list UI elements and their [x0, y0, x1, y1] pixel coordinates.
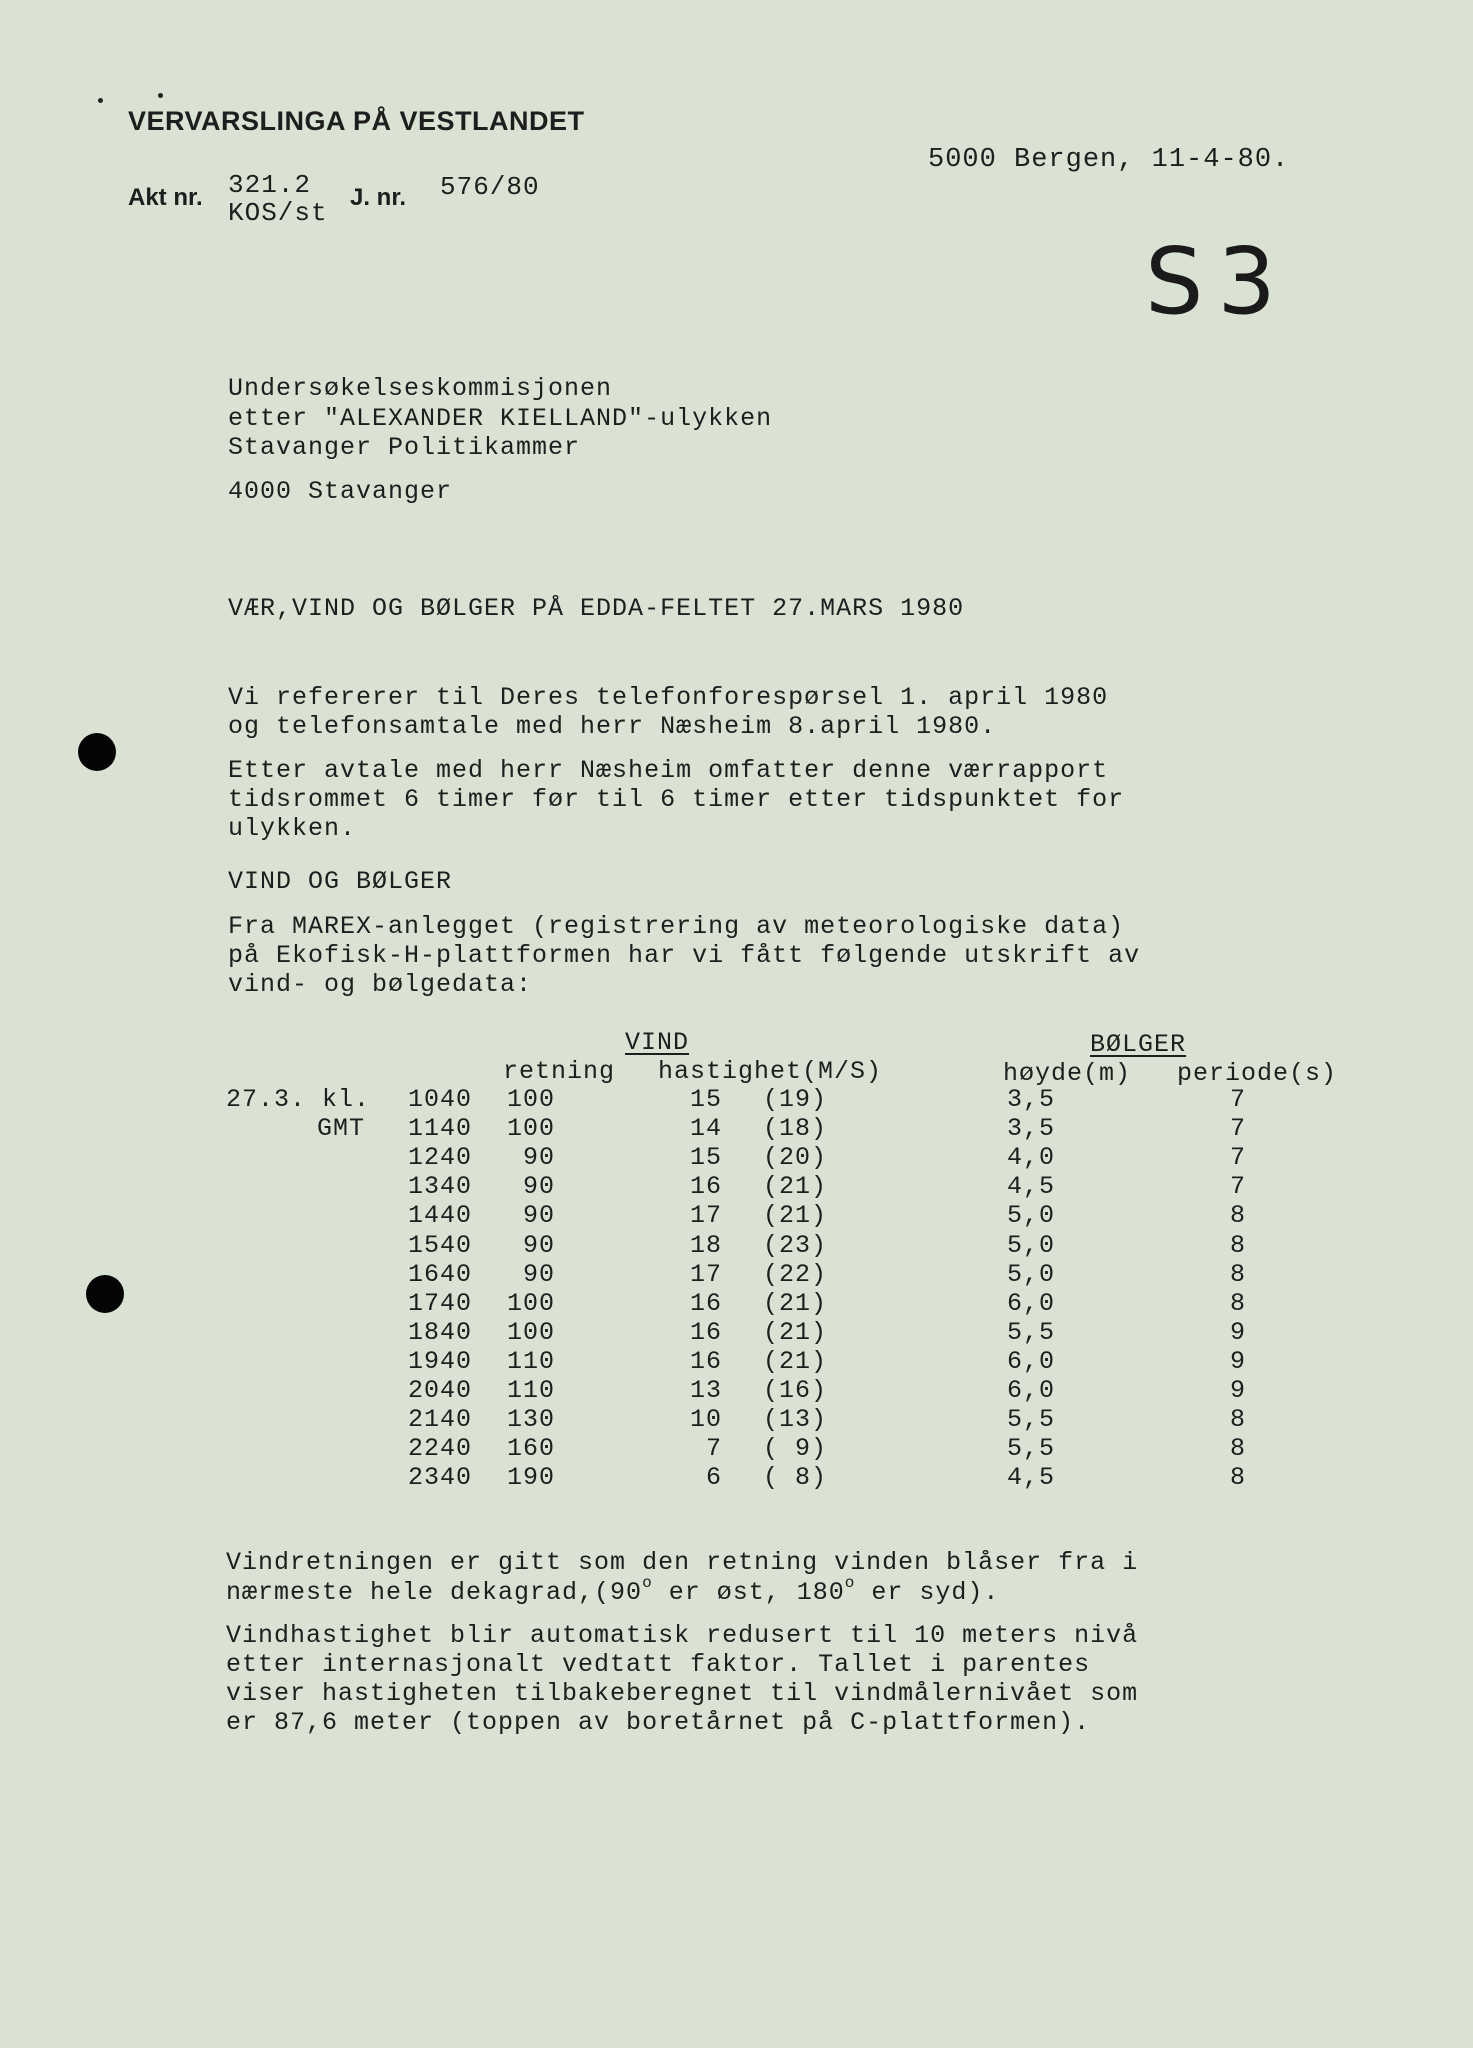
- cell-wave-period: 7: [1229, 1085, 1246, 1114]
- cell-wave-height: 5,0: [1007, 1259, 1056, 1289]
- cell-wave-height: 5,5: [1007, 1317, 1056, 1347]
- body-text: og telefonsamtale med herr Næsheim 8.april 1980.: [228, 712, 997, 741]
- cell-speed-at-anemometer: (21): [763, 1317, 828, 1347]
- cell-direction: 90: [522, 1230, 555, 1260]
- section-heading: VIND OG BØLGER: [228, 867, 453, 896]
- cell-direction: 100: [506, 1085, 555, 1114]
- cell-speed: 6: [705, 1463, 722, 1493]
- cell-direction: 110: [506, 1346, 555, 1376]
- cell-speed-at-anemometer: (21): [763, 1172, 828, 1202]
- organization-name: VERVARSLINGA PÅ VESTLANDET: [128, 106, 585, 136]
- cell-wave-period: 8: [1229, 1288, 1246, 1318]
- cell-wave-height: 6,0: [1007, 1288, 1056, 1318]
- degree-symbol: o: [642, 1574, 653, 1592]
- cell-speed-at-anemometer: (20): [763, 1143, 828, 1173]
- cell-wave-height: 6,0: [1007, 1376, 1056, 1405]
- cell-wave-height: 6,0: [1007, 1346, 1056, 1376]
- table-timezone-label: GMT: [317, 1114, 366, 1143]
- address-line: Stavanger Politikammer: [228, 433, 581, 462]
- address-city: 4000 Stavanger: [228, 477, 453, 506]
- cell-wave-period: 9: [1229, 1346, 1246, 1376]
- cell-wave-height: 4,5: [1007, 1463, 1056, 1493]
- cell-wave-period: 9: [1229, 1376, 1246, 1405]
- cell-speed-at-anemometer: (21): [763, 1201, 828, 1231]
- cell-time: 1940: [407, 1346, 472, 1376]
- cell-wave-height: 5,5: [1007, 1405, 1056, 1435]
- paper-speck: [98, 98, 103, 103]
- cell-speed: 16: [689, 1317, 722, 1347]
- body-text: på Ekofisk-H-plattformen har vi fått følgende utskrift av: [228, 941, 1141, 970]
- cell-wave-period: 7: [1229, 1143, 1246, 1173]
- cell-wave-height: 3,5: [1007, 1085, 1056, 1114]
- body-text: er øst, 180: [652, 1578, 845, 1607]
- cell-speed: 7: [705, 1434, 722, 1464]
- body-text: ulykken.: [228, 814, 357, 843]
- cell-direction: 100: [506, 1114, 555, 1144]
- cell-time: 1540: [407, 1230, 472, 1260]
- table-date-label: 27.3. kl.: [226, 1085, 371, 1114]
- body-text: er 87,6 meter (toppen av boretårnet på C-plattformen).: [226, 1708, 1091, 1737]
- cell-direction: 90: [522, 1172, 555, 1202]
- cell-direction: 100: [506, 1317, 555, 1347]
- cell-time: 2040: [407, 1376, 472, 1405]
- cell-wave-period: 8: [1229, 1230, 1246, 1260]
- cell-time: 1340: [407, 1172, 472, 1202]
- cell-speed-at-anemometer: (22): [763, 1259, 828, 1289]
- address-line: Undersøkelseskommisjonen: [228, 374, 613, 403]
- cell-speed: 13: [689, 1376, 722, 1405]
- cell-direction: 100: [506, 1288, 555, 1318]
- punch-hole-upper: [78, 733, 116, 771]
- cell-speed-at-anemometer: (23): [763, 1230, 828, 1260]
- body-text: nærmeste hele dekagrad,(90: [226, 1578, 643, 1607]
- cell-wave-height: 5,0: [1007, 1230, 1056, 1260]
- cell-speed: 14: [689, 1114, 722, 1144]
- cell-speed: 10: [689, 1405, 722, 1435]
- cell-speed-at-anemometer: (16): [763, 1376, 828, 1405]
- cell-direction: 190: [506, 1463, 555, 1493]
- cell-wave-period: 8: [1229, 1201, 1246, 1231]
- cell-speed: 15: [689, 1143, 722, 1173]
- cell-speed: 18: [689, 1230, 722, 1260]
- cell-wave-period: 8: [1229, 1259, 1246, 1289]
- cell-time: 1040: [407, 1085, 472, 1114]
- cell-speed-at-anemometer: ( 9): [763, 1434, 828, 1464]
- cell-time: 2340: [407, 1463, 472, 1493]
- cell-speed-at-anemometer: ( 8): [763, 1463, 828, 1493]
- journal-number: 576/80: [440, 172, 540, 202]
- cell-direction: 110: [506, 1376, 555, 1405]
- cell-speed-at-anemometer: (21): [763, 1288, 828, 1318]
- cell-direction: 90: [522, 1201, 555, 1231]
- cell-time: 2140: [407, 1405, 472, 1435]
- column-header-height: høyde(m): [1003, 1059, 1132, 1088]
- cell-time: 1140: [407, 1114, 472, 1144]
- cell-wave-height: 3,5: [1007, 1114, 1056, 1144]
- body-text: etter internasjonalt vedtatt faktor. Tallet i parentes: [226, 1650, 1091, 1679]
- cell-time: 1740: [407, 1288, 472, 1318]
- cell-wave-height: 4,0: [1007, 1143, 1056, 1173]
- cell-direction: 90: [522, 1259, 555, 1289]
- column-header-speed: hastighet(M/S): [658, 1057, 883, 1086]
- cell-direction: 160: [506, 1434, 555, 1464]
- column-header-direction: retning: [503, 1057, 616, 1086]
- cell-speed-at-anemometer: (21): [763, 1346, 828, 1376]
- column-header-period: periode(s): [1177, 1059, 1338, 1088]
- body-text-line: [226, 1574, 1000, 1607]
- cell-time: 2240: [407, 1434, 472, 1464]
- journal-label: J. nr.: [350, 184, 407, 211]
- body-text: er syd).: [855, 1578, 1000, 1607]
- cell-speed-at-anemometer: (19): [763, 1085, 828, 1114]
- punch-hole-lower: [86, 1275, 124, 1313]
- cell-speed: 17: [689, 1259, 722, 1289]
- cell-direction: 130: [506, 1405, 555, 1435]
- cell-time: 1240: [407, 1143, 472, 1173]
- table-group-wind: VIND: [625, 1028, 690, 1057]
- cell-speed: 17: [689, 1201, 722, 1231]
- cell-speed: 16: [689, 1346, 722, 1376]
- cell-wave-period: 7: [1229, 1114, 1246, 1144]
- cell-speed: 16: [689, 1288, 722, 1318]
- cell-speed-at-anemometer: (13): [763, 1405, 828, 1435]
- cell-wave-height: 5,5: [1007, 1434, 1056, 1464]
- cell-wave-period: 8: [1229, 1405, 1246, 1435]
- cell-time: 1440: [407, 1201, 472, 1231]
- body-text: Etter avtale med herr Næsheim omfatter denne værrapport: [228, 756, 1109, 785]
- akt-reference: KOS/st: [228, 198, 328, 228]
- cell-speed: 16: [689, 1172, 722, 1202]
- body-text: viser hastigheten tilbakeberegnet til vindmålernivået som: [226, 1679, 1139, 1708]
- cell-wave-height: 5,0: [1007, 1201, 1056, 1231]
- cell-wave-period: 8: [1229, 1434, 1246, 1464]
- cell-wave-period: 8: [1229, 1463, 1246, 1493]
- handwritten-mark: S3: [1145, 228, 1290, 335]
- cell-time: 1840: [407, 1317, 472, 1347]
- table-group-waves: BØLGER: [1090, 1030, 1187, 1059]
- paper-speck: [158, 93, 163, 98]
- body-text: Vindretningen er gitt som den retning vinden blåser fra i: [226, 1548, 1139, 1577]
- address-line: etter "ALEXANDER KIELLAND"-ulykken: [228, 404, 773, 433]
- cell-wave-period: 9: [1229, 1317, 1246, 1347]
- body-text: Vindhastighet blir automatisk redusert til 10 meters nivå: [226, 1621, 1139, 1650]
- cell-speed-at-anemometer: (18): [763, 1114, 828, 1144]
- body-text: tidsrommet 6 timer før til 6 timer etter tidspunktet for: [228, 785, 1125, 814]
- body-text: Fra MAREX-anlegget (registrering av meteorologiske data): [228, 912, 1125, 941]
- akt-number: 321.2: [228, 170, 312, 200]
- cell-wave-height: 4,5: [1007, 1172, 1056, 1202]
- body-text: vind- og bølgedata:: [228, 970, 533, 999]
- cell-time: 1640: [407, 1259, 472, 1289]
- body-text: Vi refererer til Deres telefonforespørsel 1. april 1980: [228, 683, 1109, 712]
- letter-subject: VÆR,VIND OG BØLGER PÅ EDDA-FELTET 27.MARS 1980: [228, 594, 965, 623]
- cell-speed: 15: [689, 1085, 722, 1114]
- akt-label: Akt nr.: [128, 184, 203, 211]
- cell-direction: 90: [522, 1143, 555, 1173]
- cell-wave-period: 7: [1229, 1172, 1246, 1202]
- degree-symbol: o: [844, 1574, 856, 1592]
- place-date: 5000 Bergen, 11-4-80.: [928, 145, 1290, 175]
